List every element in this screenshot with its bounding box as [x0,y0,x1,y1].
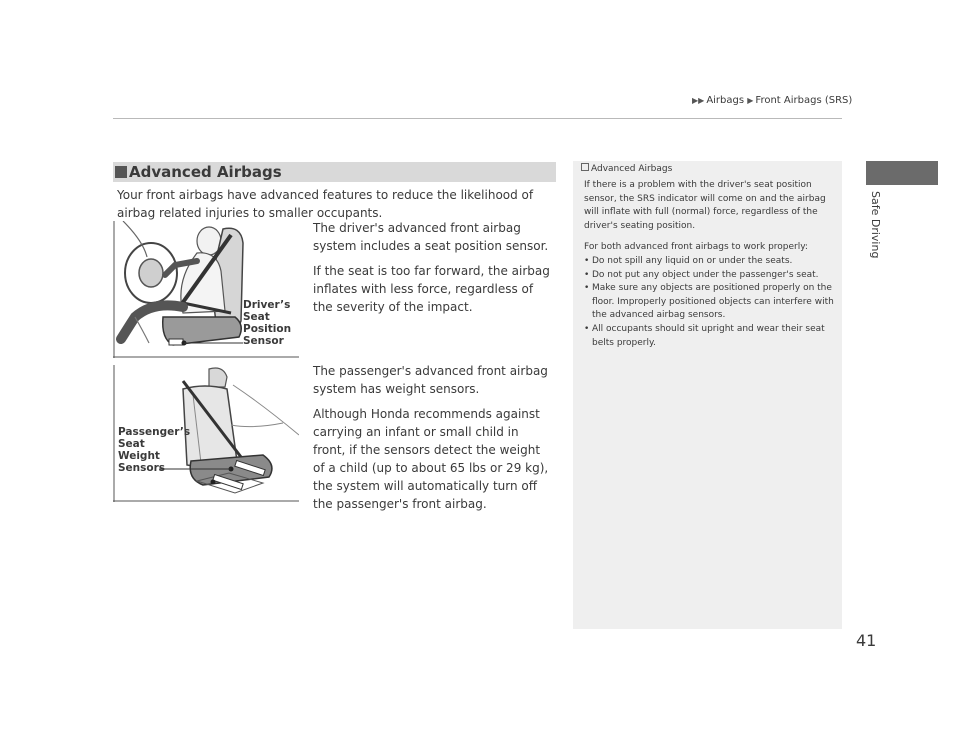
driver-paragraph-2: If the seat is too far forward, the airbag inflates with less force, regardless of the severity of the impact. [313,264,550,314]
section-title-bar [113,162,556,182]
side-note-body [584,179,836,350]
arrow-right-icon: ▶▶ [692,96,705,105]
breadcrumb-item-front-airbags[interactable]: Front Airbags (SRS) [755,95,853,106]
list-item: • All occupants should sit upright and wear their seat belts properly. [584,323,836,350]
square-bullet-icon [115,166,127,178]
note-marker-icon [581,163,589,171]
section-tab-marker[interactable] [866,161,938,185]
breadcrumb [692,95,852,106]
passenger-seat-illustration [113,365,299,502]
driver-paragraph-1: The driver's advanced front airbag system includes a seat position sensor. [313,221,549,253]
side-note-heading-text: Advanced Airbags [591,164,673,174]
page-number: 41 [856,631,877,650]
driver-seat-illustration [113,221,299,358]
side-note-panel [573,161,842,629]
breadcrumb-item-airbags[interactable]: Airbags [706,95,745,106]
section-title: Advanced Airbags [129,163,282,181]
list-item: • Make sure any objects are positioned properly on the floor. Improperly positioned objects can interfere with the advanced airbag sensors. [584,282,836,323]
passenger-paragraph-1: The passenger's advanced front airbag system has weight sensors. [313,364,548,396]
header-divider [113,118,842,119]
side-note-bullets [584,255,836,350]
arrow-right-icon: ▶ [747,96,754,105]
intro-paragraph: Your front airbags have advanced features to reduce the likelihood of airbag related injuries to smaller occupants. [117,188,534,220]
side-note-intro: If there is a problem with the driver's seat position sensor, the SRS indicator will come on and the airbag will inflate with full (normal) force, regardless of the driver's seating position. [584,180,826,231]
list-item: • Do not spill any liquid on or under the seats. [584,255,836,269]
passenger-paragraph-2: Although Honda recommends against carrying an infant or small child in front, if the sensors detect the weight of a child (up to about 65 lbs or 29 kg), the system will automatically turn off the passenger's front airbag. [313,407,549,511]
list-item: • Do not put any object under the passenger's seat. [584,269,836,283]
side-note-subhead: For both advanced front airbags to work properly: [584,242,808,253]
side-note-heading [581,163,672,174]
driver-seat-sensor-callout: Driver’s Seat Position Sensor [243,299,292,347]
passenger-seat-sensor-callout: Passenger’s Seat Weight Sensors [118,426,191,474]
section-tab-label: Safe Driving [869,191,882,259]
